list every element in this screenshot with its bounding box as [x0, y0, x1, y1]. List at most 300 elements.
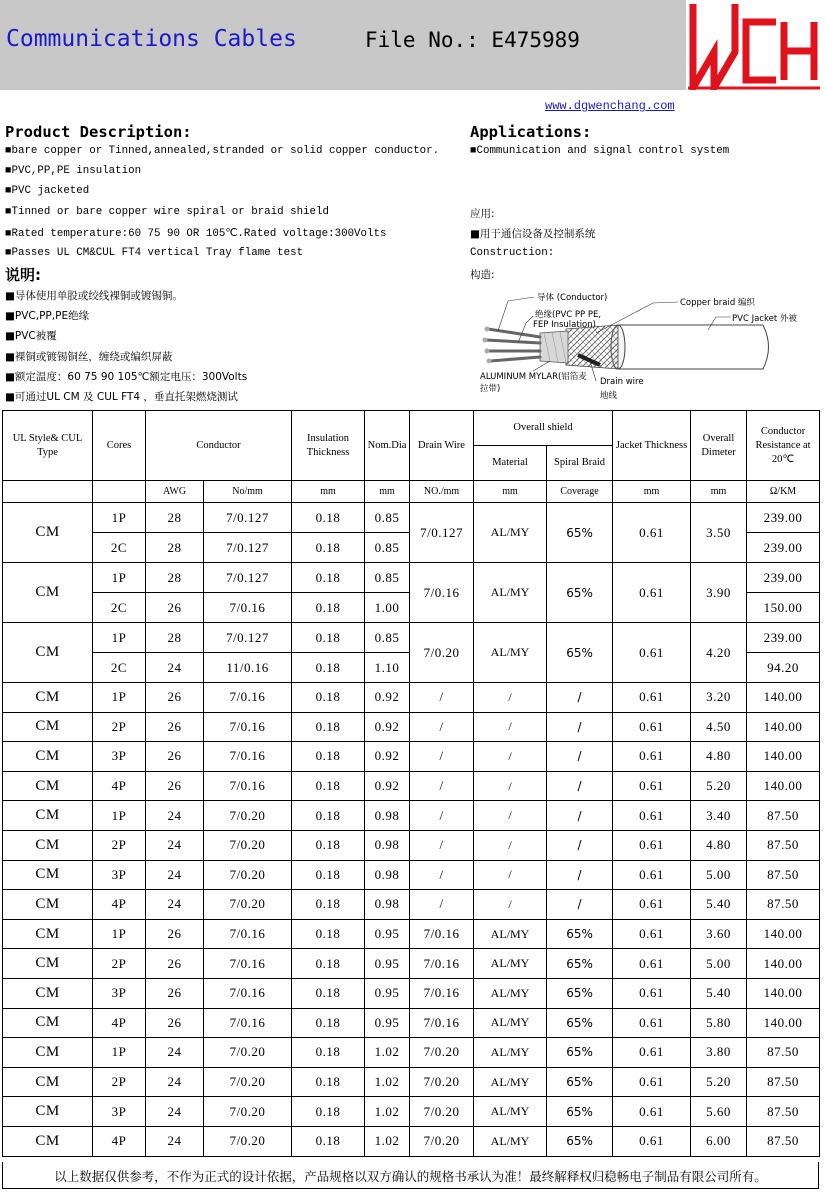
- table-cell: 7/0.16: [204, 593, 292, 623]
- table-cell: 6.00: [691, 1126, 747, 1156]
- table-cell: 7/0.16: [410, 978, 474, 1008]
- applications-cn-heading: 应用:: [470, 208, 495, 220]
- applications-cn-line: ■用于通信设备及控制系统: [470, 228, 596, 240]
- table-cell: 0.61: [613, 683, 691, 713]
- table-cell: 7/0.16: [204, 712, 292, 742]
- table-cell: /: [410, 742, 474, 772]
- table-cell: 65%: [547, 563, 613, 623]
- diagram-label-mylar: ALUMINUM MYLAR(铝箔麦: [480, 372, 587, 382]
- table-cell: 0.61: [613, 1067, 691, 1097]
- table-cell: CM: [3, 742, 93, 772]
- table-cell: 0.18: [292, 563, 365, 593]
- table-cell: 0.18: [292, 890, 365, 920]
- table-cell: 24: [146, 801, 204, 831]
- table-cell: /: [410, 683, 474, 713]
- table-cell: /: [547, 801, 613, 831]
- table-cell: 7/0.16: [204, 1008, 292, 1038]
- table-cell: 28: [146, 623, 204, 653]
- table-cell: 7/0.16: [204, 683, 292, 713]
- table-row: [3, 1097, 820, 1127]
- table-cell: 65%: [547, 978, 613, 1008]
- table-cell: 26: [146, 949, 204, 979]
- table-cell: 26: [146, 742, 204, 772]
- table-cell: 87.50: [747, 1097, 820, 1127]
- table-cell: CM: [3, 683, 93, 713]
- table-cell: 7/0.20: [410, 623, 474, 683]
- table-cell: AL/MY: [474, 623, 547, 683]
- table-cell: 4.80: [691, 742, 747, 772]
- table-cell: CM: [3, 503, 93, 563]
- unit-cell: mm: [292, 481, 365, 503]
- table-cell: 0.61: [613, 1097, 691, 1127]
- table-cell: /: [474, 830, 547, 860]
- table-cell: 0.18: [292, 742, 365, 772]
- disclaimer-footer: 以上数据仅供参考，不作为正式的设计依据，产品规格以双方确认的规格书承认为准！最终解释权归稳畅电子制品有限公司所有。: [2, 1162, 819, 1189]
- table-cell: 87.50: [747, 801, 820, 831]
- table-cell: 140.00: [747, 742, 820, 772]
- diagram-label-drain: Drain wire: [600, 377, 644, 387]
- table-cell: 0.61: [613, 860, 691, 890]
- table-cell: 0.98: [365, 801, 410, 831]
- table-cell: CM: [3, 860, 93, 890]
- table-cell: 1P: [93, 503, 146, 533]
- table-cell: 7/0.20: [204, 830, 292, 860]
- table-cell: 65%: [547, 919, 613, 949]
- table-cell: 3.90: [691, 563, 747, 623]
- table-row: [3, 919, 820, 949]
- table-cell: 5.20: [691, 771, 747, 801]
- table-cell: /: [410, 830, 474, 860]
- table-cell: 5.40: [691, 978, 747, 1008]
- table-cell: 24: [146, 1067, 204, 1097]
- table-cell: 4P: [93, 1008, 146, 1038]
- table-cell: 0.61: [613, 978, 691, 1008]
- table-cell: 0.18: [292, 712, 365, 742]
- explanation-line: ■裸铜或镀锡铜丝，缠绕或编织屏蔽: [5, 351, 173, 363]
- table-cell: 0.98: [365, 890, 410, 920]
- file-number: File No.: E475989: [365, 28, 580, 52]
- table-cell: 26: [146, 919, 204, 949]
- diagram-label-conductor: 导体 (Conductor): [537, 293, 608, 303]
- table-cell: 2C: [93, 653, 146, 683]
- table-cell: 3.80: [691, 1038, 747, 1068]
- table-cell: 2P: [93, 1067, 146, 1097]
- table-cell: 2P: [93, 949, 146, 979]
- table-cell: 0.18: [292, 1067, 365, 1097]
- table-cell: 65%: [547, 1067, 613, 1097]
- table-cell: 4.80: [691, 830, 747, 860]
- table-cell: 0.95: [365, 978, 410, 1008]
- table-cell: 7/0.20: [410, 1067, 474, 1097]
- table-cell: 7/0.20: [204, 1126, 292, 1156]
- product-line: ■PVC jacketed: [5, 185, 90, 197]
- table-cell: 7/0.16: [410, 563, 474, 623]
- table-cell: /: [547, 830, 613, 860]
- table-cell: 0.92: [365, 771, 410, 801]
- table-cell: 65%: [547, 1038, 613, 1068]
- table-cell: 7/0.16: [204, 978, 292, 1008]
- table-cell: 140.00: [747, 1008, 820, 1038]
- table-cell: 5.60: [691, 1097, 747, 1127]
- table-row: [3, 1067, 820, 1097]
- spec-table: [2, 410, 820, 1157]
- applications-line: ■Communication and signal control system: [470, 145, 730, 157]
- table-cell: 1.00: [365, 593, 410, 623]
- table-cell: CM: [3, 949, 93, 979]
- construction-cn-label: 构造:: [470, 269, 495, 281]
- table-cell: 0.18: [292, 830, 365, 860]
- table-cell: 5.40: [691, 890, 747, 920]
- table-cell: 7/0.20: [204, 1067, 292, 1097]
- table-cell: 0.85: [365, 503, 410, 533]
- table-cell: 24: [146, 1126, 204, 1156]
- table-cell: /: [410, 890, 474, 920]
- table-cell: 7/0.16: [204, 771, 292, 801]
- table-cell: /: [547, 712, 613, 742]
- header-nom-dia: Nom.Dia: [365, 411, 410, 481]
- table-cell: 150.00: [747, 593, 820, 623]
- table-cell: 0.61: [613, 1008, 691, 1038]
- table-cell: 24: [146, 1097, 204, 1127]
- header-overall-dia: Overall Dimeter: [691, 411, 747, 481]
- table-row: [3, 683, 820, 713]
- table-cell: 0.61: [613, 742, 691, 772]
- header-insulation: Insulation Thickness: [292, 411, 365, 481]
- table-cell: 26: [146, 593, 204, 623]
- table-cell: CM: [3, 830, 93, 860]
- table-cell: 1.02: [365, 1067, 410, 1097]
- unit-cell: mm: [365, 481, 410, 503]
- table-cell: AL/MY: [474, 1067, 547, 1097]
- table-cell: 3.60: [691, 919, 747, 949]
- header-ul-style: UL Style& CUL Type: [3, 411, 93, 481]
- table-cell: AL/MY: [474, 949, 547, 979]
- table-cell: 4P: [93, 771, 146, 801]
- table-cell: 7/0.127: [204, 623, 292, 653]
- table-cell: 7/0.20: [410, 1038, 474, 1068]
- table-cell: 0.18: [292, 978, 365, 1008]
- table-cell: 140.00: [747, 919, 820, 949]
- header-overall-shield: Overall shield: [474, 411, 613, 446]
- table-cell: 0.18: [292, 623, 365, 653]
- table-cell: /: [410, 860, 474, 890]
- table-cell: 0.61: [613, 712, 691, 742]
- explanation-line: ■PVC被覆: [5, 330, 57, 342]
- table-cell: 0.18: [292, 533, 365, 563]
- explanation-line: ■PVC,PP,PE绝缘: [5, 310, 90, 322]
- table-cell: 7/0.16: [204, 919, 292, 949]
- table-cell: 5.20: [691, 1067, 747, 1097]
- table-cell: /: [547, 683, 613, 713]
- table-cell: 1P: [93, 623, 146, 653]
- company-logo-icon: [688, 2, 820, 90]
- table-cell: CM: [3, 978, 93, 1008]
- table-cell: 140.00: [747, 771, 820, 801]
- table-cell: CM: [3, 771, 93, 801]
- table-cell: 0.61: [613, 563, 691, 623]
- table-cell: AL/MY: [474, 978, 547, 1008]
- table-cell: 0.18: [292, 593, 365, 623]
- table-cell: 0.18: [292, 801, 365, 831]
- table-row: [3, 1038, 820, 1068]
- header-material: Material: [474, 446, 547, 481]
- table-cell: 11/0.16: [204, 653, 292, 683]
- table-cell: 0.61: [613, 503, 691, 563]
- table-cell: 0.95: [365, 1008, 410, 1038]
- table-row: [3, 623, 820, 653]
- table-cell: 239.00: [747, 533, 820, 563]
- table-cell: 26: [146, 683, 204, 713]
- table-cell: 1.10: [365, 653, 410, 683]
- unit-cell: NO./mm: [410, 481, 474, 503]
- table-cell: 3P: [93, 1097, 146, 1127]
- table-cell: CM: [3, 890, 93, 920]
- table-cell: 7/0.20: [204, 801, 292, 831]
- table-cell: 0.61: [613, 801, 691, 831]
- unit-cell: AWG: [146, 481, 204, 503]
- product-description-heading: Product Description:: [5, 123, 192, 141]
- table-cell: 4P: [93, 1126, 146, 1156]
- diagram-label-braid: Copper braid 编织: [680, 298, 755, 308]
- table-cell: AL/MY: [474, 919, 547, 949]
- table-cell: 1P: [93, 1038, 146, 1068]
- diagram-label-jacket: PVC Jacket 外被: [732, 314, 797, 324]
- table-cell: 0.18: [292, 653, 365, 683]
- applications-heading: Applications:: [470, 123, 592, 141]
- table-cell: 0.61: [613, 919, 691, 949]
- table-cell: AL/MY: [474, 563, 547, 623]
- website-link[interactable]: www.dgwenchang.com: [545, 99, 675, 113]
- table-row: [3, 949, 820, 979]
- unit-cell: mm: [691, 481, 747, 503]
- table-cell: AL/MY: [474, 1126, 547, 1156]
- table-cell: 2C: [93, 593, 146, 623]
- table-row: [3, 503, 820, 533]
- table-cell: 0.61: [613, 1126, 691, 1156]
- table-cell: 7/0.127: [204, 533, 292, 563]
- table-cell: 1P: [93, 683, 146, 713]
- table-cell: 7/0.16: [204, 742, 292, 772]
- table-cell: 1.02: [365, 1097, 410, 1127]
- table-cell: 2P: [93, 712, 146, 742]
- table-cell: 24: [146, 860, 204, 890]
- table-cell: 0.61: [613, 771, 691, 801]
- table-row: [3, 860, 820, 890]
- table-cell: CM: [3, 1008, 93, 1038]
- table-cell: AL/MY: [474, 1038, 547, 1068]
- table-cell: 26: [146, 712, 204, 742]
- table-cell: 3.50: [691, 503, 747, 563]
- product-line: ■Rated temperature:60 75 90 OR 105℃.Rated voltage:300Volts: [5, 228, 387, 240]
- diagram-label-insulation: 绝缘(PVC PP PE,: [535, 310, 602, 320]
- table-cell: 87.50: [747, 1038, 820, 1068]
- header-resistance: Conductor Resistance at 20℃: [747, 411, 820, 481]
- header-cores: Cores: [93, 411, 146, 481]
- table-cell: 3.40: [691, 801, 747, 831]
- table-cell: 4P: [93, 890, 146, 920]
- table-cell: 1.02: [365, 1126, 410, 1156]
- table-cell: 26: [146, 978, 204, 1008]
- product-line: ■bare copper or Tinned,annealed,stranded or solid copper conductor.: [5, 145, 440, 157]
- table-cell: 0.95: [365, 949, 410, 979]
- table-cell: 2C: [93, 533, 146, 563]
- table-cell: 239.00: [747, 503, 820, 533]
- table-cell: 2P: [93, 830, 146, 860]
- table-cell: 0.92: [365, 683, 410, 713]
- table-cell: 3P: [93, 860, 146, 890]
- table-cell: 24: [146, 890, 204, 920]
- table-row: [3, 1126, 820, 1156]
- table-cell: 87.50: [747, 830, 820, 860]
- header-drain: Drain Wire: [410, 411, 474, 481]
- table-cell: 239.00: [747, 623, 820, 653]
- table-cell: CM: [3, 712, 93, 742]
- table-cell: /: [410, 712, 474, 742]
- diagram-label-mylar-2: 拉带): [480, 384, 501, 394]
- construction-label: Construction:: [470, 247, 555, 259]
- table-cell: 5.00: [691, 860, 747, 890]
- table-cell: 7/0.127: [204, 563, 292, 593]
- table-cell: 0.18: [292, 949, 365, 979]
- table-cell: 140.00: [747, 949, 820, 979]
- table-cell: 140.00: [747, 683, 820, 713]
- table-cell: 3.20: [691, 683, 747, 713]
- table-cell: 0.18: [292, 1097, 365, 1127]
- table-cell: 65%: [547, 1126, 613, 1156]
- table-cell: 28: [146, 533, 204, 563]
- explanation-line: ■可通过UL CM 及 CUL FT4 ，垂直托架燃烧测试: [5, 391, 238, 403]
- table-row: [3, 742, 820, 772]
- table-cell: 94.20: [747, 653, 820, 683]
- product-line: ■PVC,PP,PE insulation: [5, 165, 142, 177]
- table-cell: 0.18: [292, 771, 365, 801]
- table-cell: 28: [146, 563, 204, 593]
- table-cell: 0.18: [292, 503, 365, 533]
- table-cell: CM: [3, 1067, 93, 1097]
- table-cell: 5.80: [691, 1008, 747, 1038]
- table-cell: /: [474, 890, 547, 920]
- table-cell: 7/0.20: [410, 1126, 474, 1156]
- table-cell: /: [547, 771, 613, 801]
- table-cell: 0.18: [292, 1008, 365, 1038]
- table-cell: 7/0.16: [204, 949, 292, 979]
- unit-cell: mm: [613, 481, 691, 503]
- table-row: [3, 830, 820, 860]
- table-cell: 7/0.20: [410, 1097, 474, 1127]
- table-cell: 0.61: [613, 830, 691, 860]
- diagram-label-insulation-2: FEP Insulation): [533, 320, 596, 330]
- unit-cell: Coverage: [547, 481, 613, 503]
- table-cell: /: [474, 801, 547, 831]
- table-cell: 65%: [547, 1008, 613, 1038]
- table-row: [3, 771, 820, 801]
- table-cell: CM: [3, 1097, 93, 1127]
- unit-cell: Ω/KM: [747, 481, 820, 503]
- table-cell: 0.85: [365, 563, 410, 593]
- table-cell: CM: [3, 919, 93, 949]
- table-cell: 87.50: [747, 1126, 820, 1156]
- explanation-line: ■额定温度：60 75 90 105℃额定电压：300Volts: [5, 371, 248, 383]
- table-row: [3, 1008, 820, 1038]
- table-cell: 0.61: [613, 949, 691, 979]
- table-cell: 0.98: [365, 860, 410, 890]
- table-cell: 7/0.20: [204, 890, 292, 920]
- table-cell: 7/0.20: [204, 1038, 292, 1068]
- table-cell: 4.20: [691, 623, 747, 683]
- table-cell: /: [547, 890, 613, 920]
- table-cell: /: [474, 712, 547, 742]
- table-cell: 0.18: [292, 860, 365, 890]
- table-cell: AL/MY: [474, 1008, 547, 1038]
- table-cell: /: [410, 801, 474, 831]
- table-cell: 87.50: [747, 1067, 820, 1097]
- table-cell: 0.98: [365, 830, 410, 860]
- explanation-heading: 说明:: [5, 266, 41, 284]
- table-cell: 7/0.16: [410, 1008, 474, 1038]
- table-cell: 140.00: [747, 978, 820, 1008]
- diagram-label-drain-2: 地线: [600, 391, 618, 401]
- table-cell: /: [474, 771, 547, 801]
- product-line: ■Passes UL CM&CUL FT4 vertical Tray flame test: [5, 247, 304, 259]
- table-row: [3, 890, 820, 920]
- table-cell: /: [547, 742, 613, 772]
- table-cell: 7/0.127: [410, 503, 474, 563]
- table-cell: AL/MY: [474, 503, 547, 563]
- table-cell: 7/0.20: [204, 860, 292, 890]
- table-cell: 7/0.127: [204, 503, 292, 533]
- table-cell: 0.95: [365, 919, 410, 949]
- table-cell: 0.18: [292, 1038, 365, 1068]
- table-cell: 7/0.16: [410, 949, 474, 979]
- table-cell: 1P: [93, 801, 146, 831]
- table-cell: /: [474, 860, 547, 890]
- table-cell: 140.00: [747, 712, 820, 742]
- table-cell: 24: [146, 830, 204, 860]
- table-row: [3, 712, 820, 742]
- table-cell: 0.61: [613, 1038, 691, 1068]
- table-cell: 1P: [93, 919, 146, 949]
- table-cell: CM: [3, 1126, 93, 1156]
- table-cell: 0.85: [365, 533, 410, 563]
- table-cell: 7/0.16: [410, 919, 474, 949]
- table-cell: /: [474, 683, 547, 713]
- unit-cell: mm: [474, 481, 547, 503]
- table-cell: CM: [3, 563, 93, 623]
- table-cell: CM: [3, 1038, 93, 1068]
- table-cell: /: [410, 771, 474, 801]
- table-cell: 87.50: [747, 860, 820, 890]
- table-cell: 28: [146, 503, 204, 533]
- table-cell: 1P: [93, 563, 146, 593]
- table-cell: 3P: [93, 978, 146, 1008]
- product-line: ■Tinned or bare copper wire spiral or braid shield: [5, 206, 329, 218]
- table-cell: 3P: [93, 742, 146, 772]
- table-cell: 87.50: [747, 890, 820, 920]
- table-row: [3, 801, 820, 831]
- header-jacket: Jacket Thickness: [613, 411, 691, 481]
- table-cell: 5.00: [691, 949, 747, 979]
- table-cell: 0.92: [365, 712, 410, 742]
- table-cell: 24: [146, 1038, 204, 1068]
- table-cell: 65%: [547, 623, 613, 683]
- header-conductor: Conductor: [146, 411, 292, 481]
- table-cell: 0.85: [365, 623, 410, 653]
- table-cell: CM: [3, 801, 93, 831]
- table-cell: 0.61: [613, 890, 691, 920]
- table-row: [3, 978, 820, 1008]
- table-cell: 1.02: [365, 1038, 410, 1068]
- table-cell: 26: [146, 771, 204, 801]
